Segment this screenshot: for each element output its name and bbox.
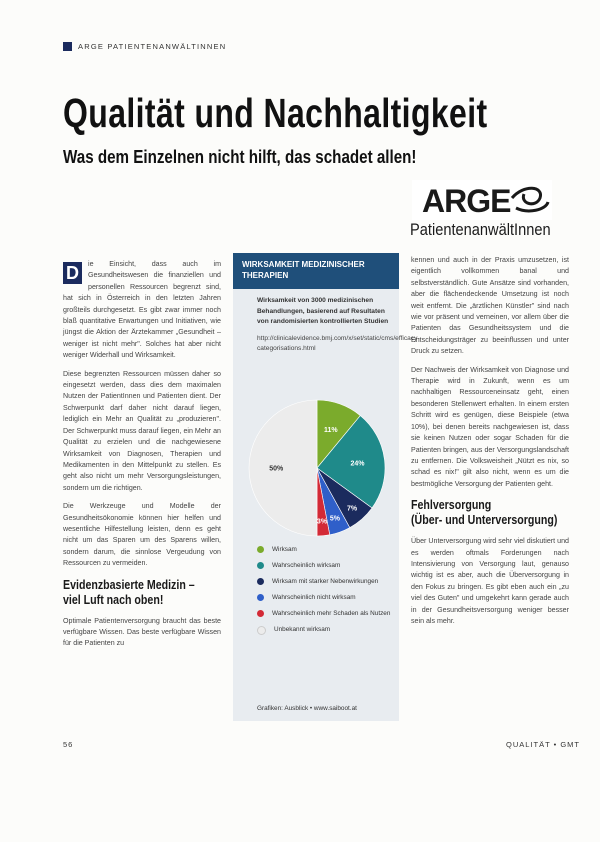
heading-line-2: viel Luft nach oben! (63, 592, 164, 607)
arge-logo (408, 180, 560, 250)
infobox-efficacy (233, 253, 420, 721)
article-column-1 (63, 259, 221, 657)
article-column-3 (411, 255, 569, 634)
page-title: Qualität und Nachhaltigkeit (63, 90, 488, 136)
paragraph-text: ie Einsicht, dass auch im Gesundheitswesen die finanziellen und personellen Ressourcen begrenzt sind, hat sich in Österreich in den letzten Jahren großteils durchgesetzt. Es gibt zwar immer noch blaß quantitative Erwartungen und Initiativen, wie jüngst die Aktion der Ärztekammer „Gesundheit – weniger ist nicht mehr". Solches hat aber nicht weniger Widerhall und Wirksamkeit. (63, 260, 221, 360)
heading-line-1: Evidenzbasierte Medizin – (63, 577, 195, 592)
heading-line-1: Fehlversorgung (411, 498, 492, 513)
paragraph: kennen und auch in der Praxis umzusetzen, ist eigentlich vollkommen banal und selbstverständlich. Gute Ansätze sind vorhanden, aber die flächendeckende Umsetzung ist noch weit entfernt. Die „ärztlichen Künstler" sind nach wie vor präsent und verneinen, vor allem über die Patienten das Gesundheitssystem und die Entscheidungsträger zu beeinflussen und unter Druck zu setzen. (411, 256, 569, 356)
legend-swatch (257, 610, 264, 617)
infobox-link[interactable]: http://clinicalevidence.bmj.com/x/set/static/cms/efficacy-categorisations.html (257, 334, 420, 352)
paragraph (63, 259, 221, 362)
legend-label: Unbekannt wirksam (274, 626, 331, 633)
pie-slice-label: 50% (269, 465, 284, 473)
legend-swatch (257, 594, 264, 601)
logo-mark-text: ARGE (422, 183, 511, 219)
pie-chart (233, 386, 399, 546)
infobox-heading: WIRKSAMKEIT MEDIZINISCHER THERAPIEN (233, 253, 399, 289)
legend-item (257, 577, 395, 586)
legend-item (257, 545, 395, 554)
paragraph: Optimale Patientenversorgung braucht das beste verfügbare Wissen. Das beste verfügbare Wissen für die Patienten zu (63, 616, 221, 648)
legend-item (257, 625, 395, 635)
section-marker (63, 42, 72, 51)
paragraph: Die Werkzeuge und Modelle der Gesundheitsökonomie können hier helfen und wesentliche Hilfestellung leisten, denn es geht nicht um das Sparen um des Sparens willen, sondern darum, die sinnlose Vergeudung von Ressourcen zu vermeiden. (63, 502, 221, 568)
logo-swoosh-icon (412, 180, 552, 220)
pie-slice-label: 11% (324, 427, 338, 435)
legend-swatch (257, 562, 264, 569)
section-heading (411, 498, 558, 528)
infobox-intro: Wirksamkeit von 3000 medizinischen Behandlungen, basierend auf Resultaten von randomisierten kontrollierten Studien (257, 297, 389, 325)
page-subtitle: Was dem Einzelnen nicht hilft, das schadet allen! (63, 146, 417, 167)
legend-label: Wirksam (272, 546, 297, 553)
running-head (63, 42, 226, 51)
running-head-text: ARGE PATIENTENANWÄLTINNEN (78, 42, 227, 51)
drop-cap: D (63, 262, 82, 284)
logo-subtitle: PatientenanwältInnen (410, 220, 551, 239)
pie-slice-label: 24% (350, 460, 365, 468)
legend-swatch (257, 578, 264, 585)
pie-slice-label: 3% (316, 518, 328, 526)
legend-item (257, 561, 395, 570)
heading-line-2: (Über- und Unterversorgung) (411, 513, 558, 528)
pie-slice-label: 5% (329, 515, 341, 523)
infobox-source: Grafiken: Ausblick • www.saiboot.at (257, 705, 357, 712)
paragraph: Der Nachweis der Wirksamkeit von Diagnose und Therapie wird in Zukunft, wenn es um nachhaltigen Ressourceneinsatz geht, einen besonderen Stellenwert erhalten. In einem ersten Schritt wird es genügen, diese Beispiele (etwa 10%), bei denen bereits nachgewiesen ist, dass sie keinen Nutzen oder sogar Schaden für die Patienten bringen, aus der Versorgungslandschaft zu entfernen. Die Volksweisheit „Nützt es nix, so schad es nix!" gilt also nicht, wenn es um die bestmögliche Versorgung der Patienten geht. (411, 365, 569, 488)
pie-slice-label: 7% (347, 505, 358, 513)
paragraph: Diese begrenzten Ressourcen müssen daher so eingesetzt werden, dass dies dem maximalen Nutzen der PatientInnen und Patienten dient. Der Schwerpunkt darf daher nicht darauf liegen, lediglich ein Mehr an Qualität zu „produzieren". Der Schwerpunkt muss darauf liegen, ein Mehr an Qualität zu erzielen und die nachgewiesene Wirksamkeit von Diagnosen, Therapien und Medikamenten in den Mittelpunkt zu stellen. Es geht also nicht um mehr Versorgungsleistungen, sondern um die richtigen. (63, 369, 221, 492)
legend-label: Wirksam mit starker Nebenwirkungen (272, 578, 379, 585)
legend-label: Wahrscheinlich wirksam (272, 562, 341, 569)
logo-mark (412, 180, 552, 220)
legend-label: Wahrscheinlich nicht wirksam (272, 594, 356, 601)
legend-swatch (257, 626, 266, 635)
legend-item (257, 609, 395, 618)
paragraph: Über Unterversorgung wird sehr viel diskutiert und es werden oftmals Forderungen nach Intensivierung von Versorgung laut, genauso wichtig ist es aber, auch die Überversorgung in den Fokus zu bringen. Es gibt eben auch ein „zu viel des Guten" und umgekehrt kann gerade auch in der Gesundheitsversorgung weniger besser sein als mehr. (411, 537, 569, 625)
legend-label: Wahrscheinlich mehr Schaden als Nutzen (272, 610, 391, 617)
section-heading (63, 578, 197, 608)
chart-legend (257, 545, 395, 642)
legend-swatch (257, 546, 264, 553)
folio-section: QUALITÄT • GMT (506, 740, 580, 749)
legend-item (257, 593, 395, 602)
page-number: 56 (63, 740, 74, 749)
